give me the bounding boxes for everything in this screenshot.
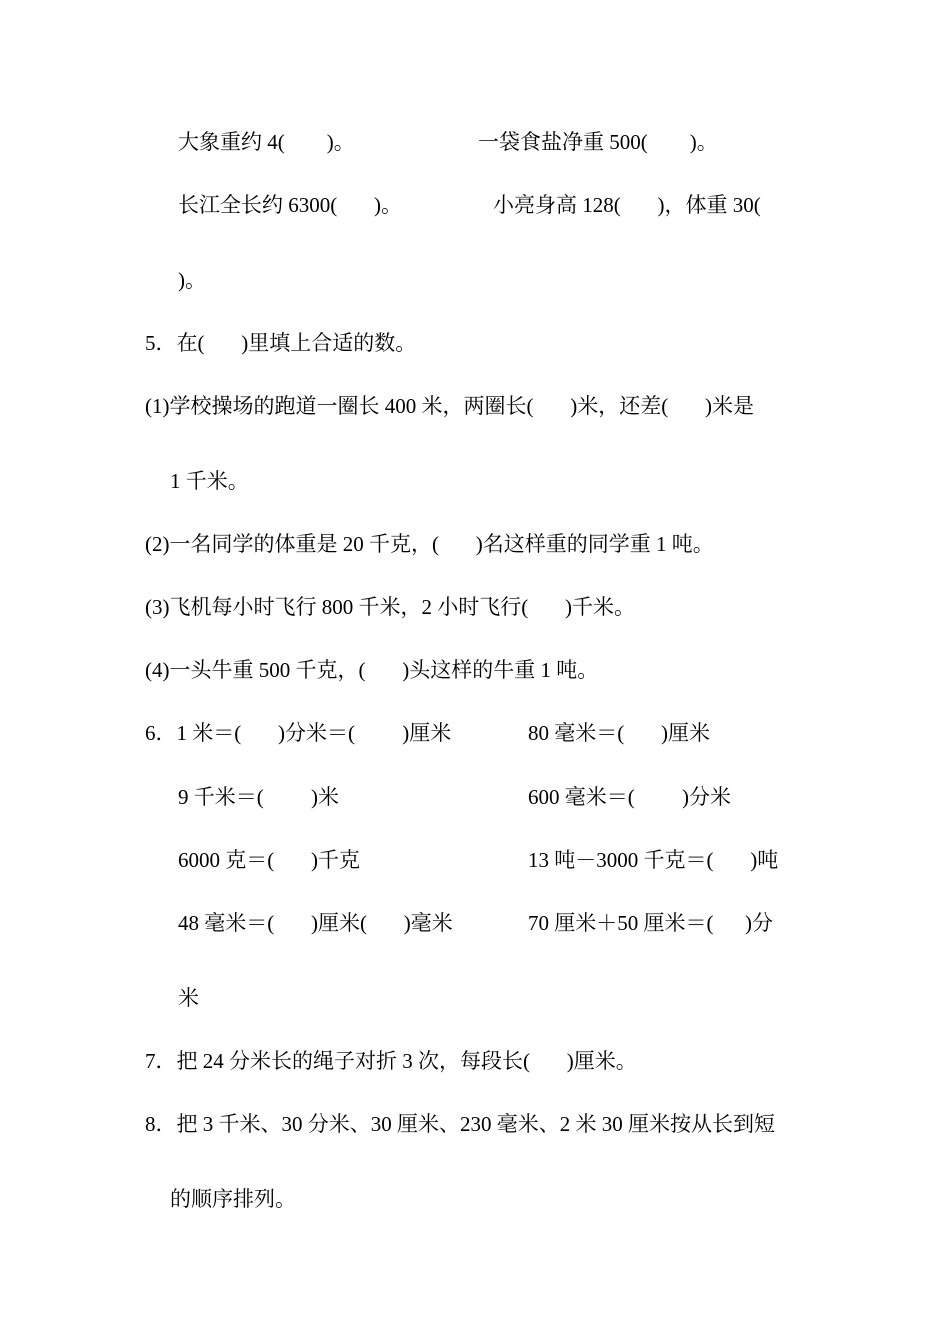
q5-item-3: (3)飞机每小时飞行 800 千米，2 小时飞行( )千米。: [145, 595, 635, 619]
q6-row3-left: 6000 克＝( )千克: [178, 848, 360, 872]
q5-item-1-cont: 1 千米。: [170, 469, 249, 493]
q5-item-1: (1)学校操场的跑道一圈长 400 米，两圈长( )米，还差( )米是: [145, 394, 754, 418]
q6-row2-left: 9 千米＝( )米: [178, 785, 339, 809]
q8-line1: 8．把 3 千米、30 分米、30 厘米、230 毫米、2 米 30 厘米按从长到短: [145, 1112, 775, 1136]
q6-row4-left: 48 毫米＝( )厘米( )毫米: [178, 911, 453, 935]
q5-item-4: (4)一头牛重 500 千克，( )头这样的牛重 1 吨。: [145, 658, 599, 682]
q6-row2-right: 600 毫米＝( )分米: [528, 785, 731, 809]
q6-row4-right: 70 厘米＋50 厘米＝( )分: [528, 911, 773, 935]
q6-row3-right: 13 吨－3000 千克＝( )吨: [528, 848, 779, 872]
q4-elephant: 大象重约 4( )。: [178, 130, 355, 154]
q4-yangtze: 长江全长约 6300( )。: [178, 193, 402, 217]
q6-row1-left: 6．1 米＝( )分米＝( )厘米: [145, 721, 452, 745]
q4-xiaoliang: 小亮身高 128( )，体重 30(: [493, 193, 761, 217]
q8-line2: 的顺序排列。: [170, 1187, 296, 1211]
q4-xiaoliang-end: )。: [178, 268, 206, 292]
q7: 7．把 24 分米长的绳子对折 3 次，每段长( )厘米。: [145, 1049, 637, 1073]
q4-salt: 一袋食盐净重 500( )。: [478, 130, 718, 154]
q6-row1-right: 80 毫米＝( )厘米: [528, 721, 710, 745]
q6-tail: 米: [178, 986, 199, 1010]
q5-item-2: (2)一名同学的体重是 20 千克，( )名这样重的同学重 1 吨。: [145, 532, 714, 556]
q5-title: 5．在( )里填上合适的数。: [145, 331, 417, 355]
